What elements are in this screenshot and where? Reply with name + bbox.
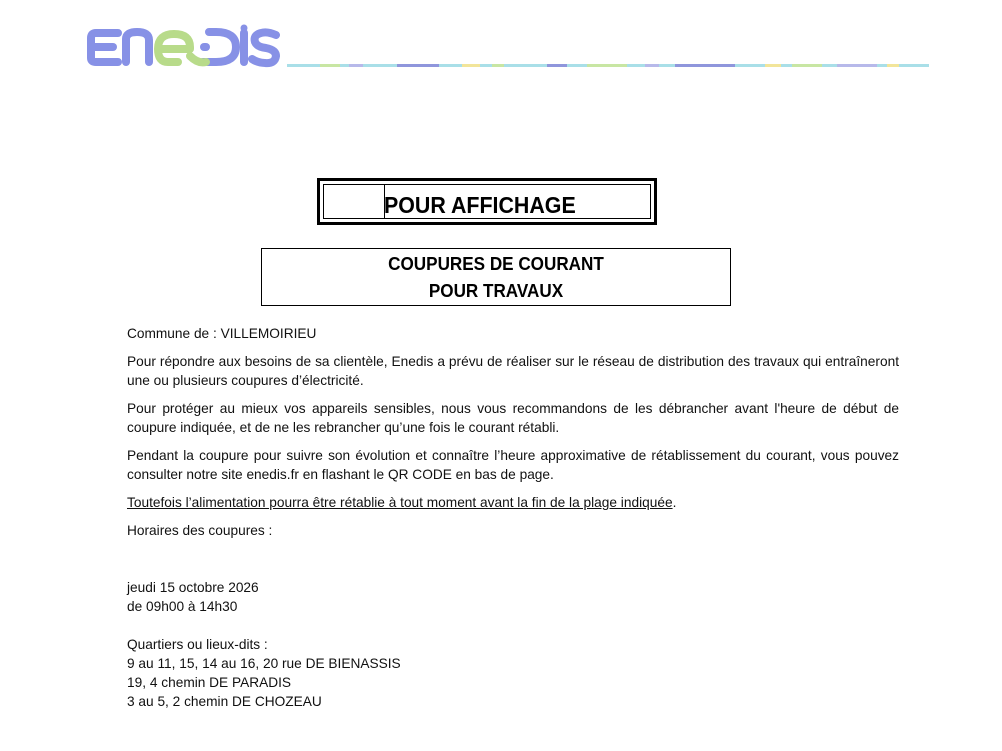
commune-label: Commune de : xyxy=(127,326,221,341)
affichage-title: POUR AFFICHAGE xyxy=(384,192,576,218)
notice-body xyxy=(127,324,899,711)
commune-line xyxy=(127,324,899,343)
intro-paragraph: Pour répondre aux besoins de sa clientèle, Enedis a prévu de réaliser sur le réseau de distribution des travaux qui entraîneront une ou plusieurs coupures d’électricité. xyxy=(127,354,899,388)
place-item: 19, 4 chemin DE PARADIS xyxy=(127,675,292,690)
affichage-inner-frame xyxy=(323,184,651,219)
coupures-heading-line1: COUPURES DE COURANT xyxy=(388,254,604,274)
schedule-label: Horaires des coupures : xyxy=(127,523,273,538)
header-divider xyxy=(287,64,929,67)
place-item: 3 au 5, 2 chemin DE CHOZEAU xyxy=(127,694,322,709)
enedis-logo-graphic xyxy=(86,24,280,70)
tracking-paragraph: Pendant la coupure pour suivre son évolution et connaître l’heure approximative de rétablissement du courant, vous pouvez consulter notre site enedis.fr en flashant le QR CODE en bas de page. xyxy=(127,448,899,482)
places-label: Quartiers ou lieux-dits : xyxy=(127,637,268,652)
coupures-heading-box xyxy=(261,248,731,306)
warning-paragraph xyxy=(127,493,899,512)
enedis-logo xyxy=(86,24,280,70)
coupures-heading-line2: POUR TRAVAUX xyxy=(428,281,564,301)
warning-period: . xyxy=(672,495,677,510)
commune-name: VILLEMOIRIEU xyxy=(220,326,317,341)
place-item: 9 au 11, 15, 14 au 16, 20 rue DE BIENASSIS xyxy=(127,656,401,671)
advice-paragraph: Pour protéger au mieux vos appareils sensibles, nous vous recommandons de les débrancher avant l'heure de début de coupure indiquée, et de ne les rebrancher qu’une fois le courant rétabli. xyxy=(127,401,899,435)
affichage-frame xyxy=(317,178,657,225)
warning-text: Toutefois l’alimentation pourra être rétablie à tout moment avant la fin de la plage indiquée xyxy=(127,495,673,510)
outage-time: de 09h00 à 14h30 xyxy=(127,599,238,614)
outage-date: jeudi 15 octobre 2026 xyxy=(127,580,259,595)
